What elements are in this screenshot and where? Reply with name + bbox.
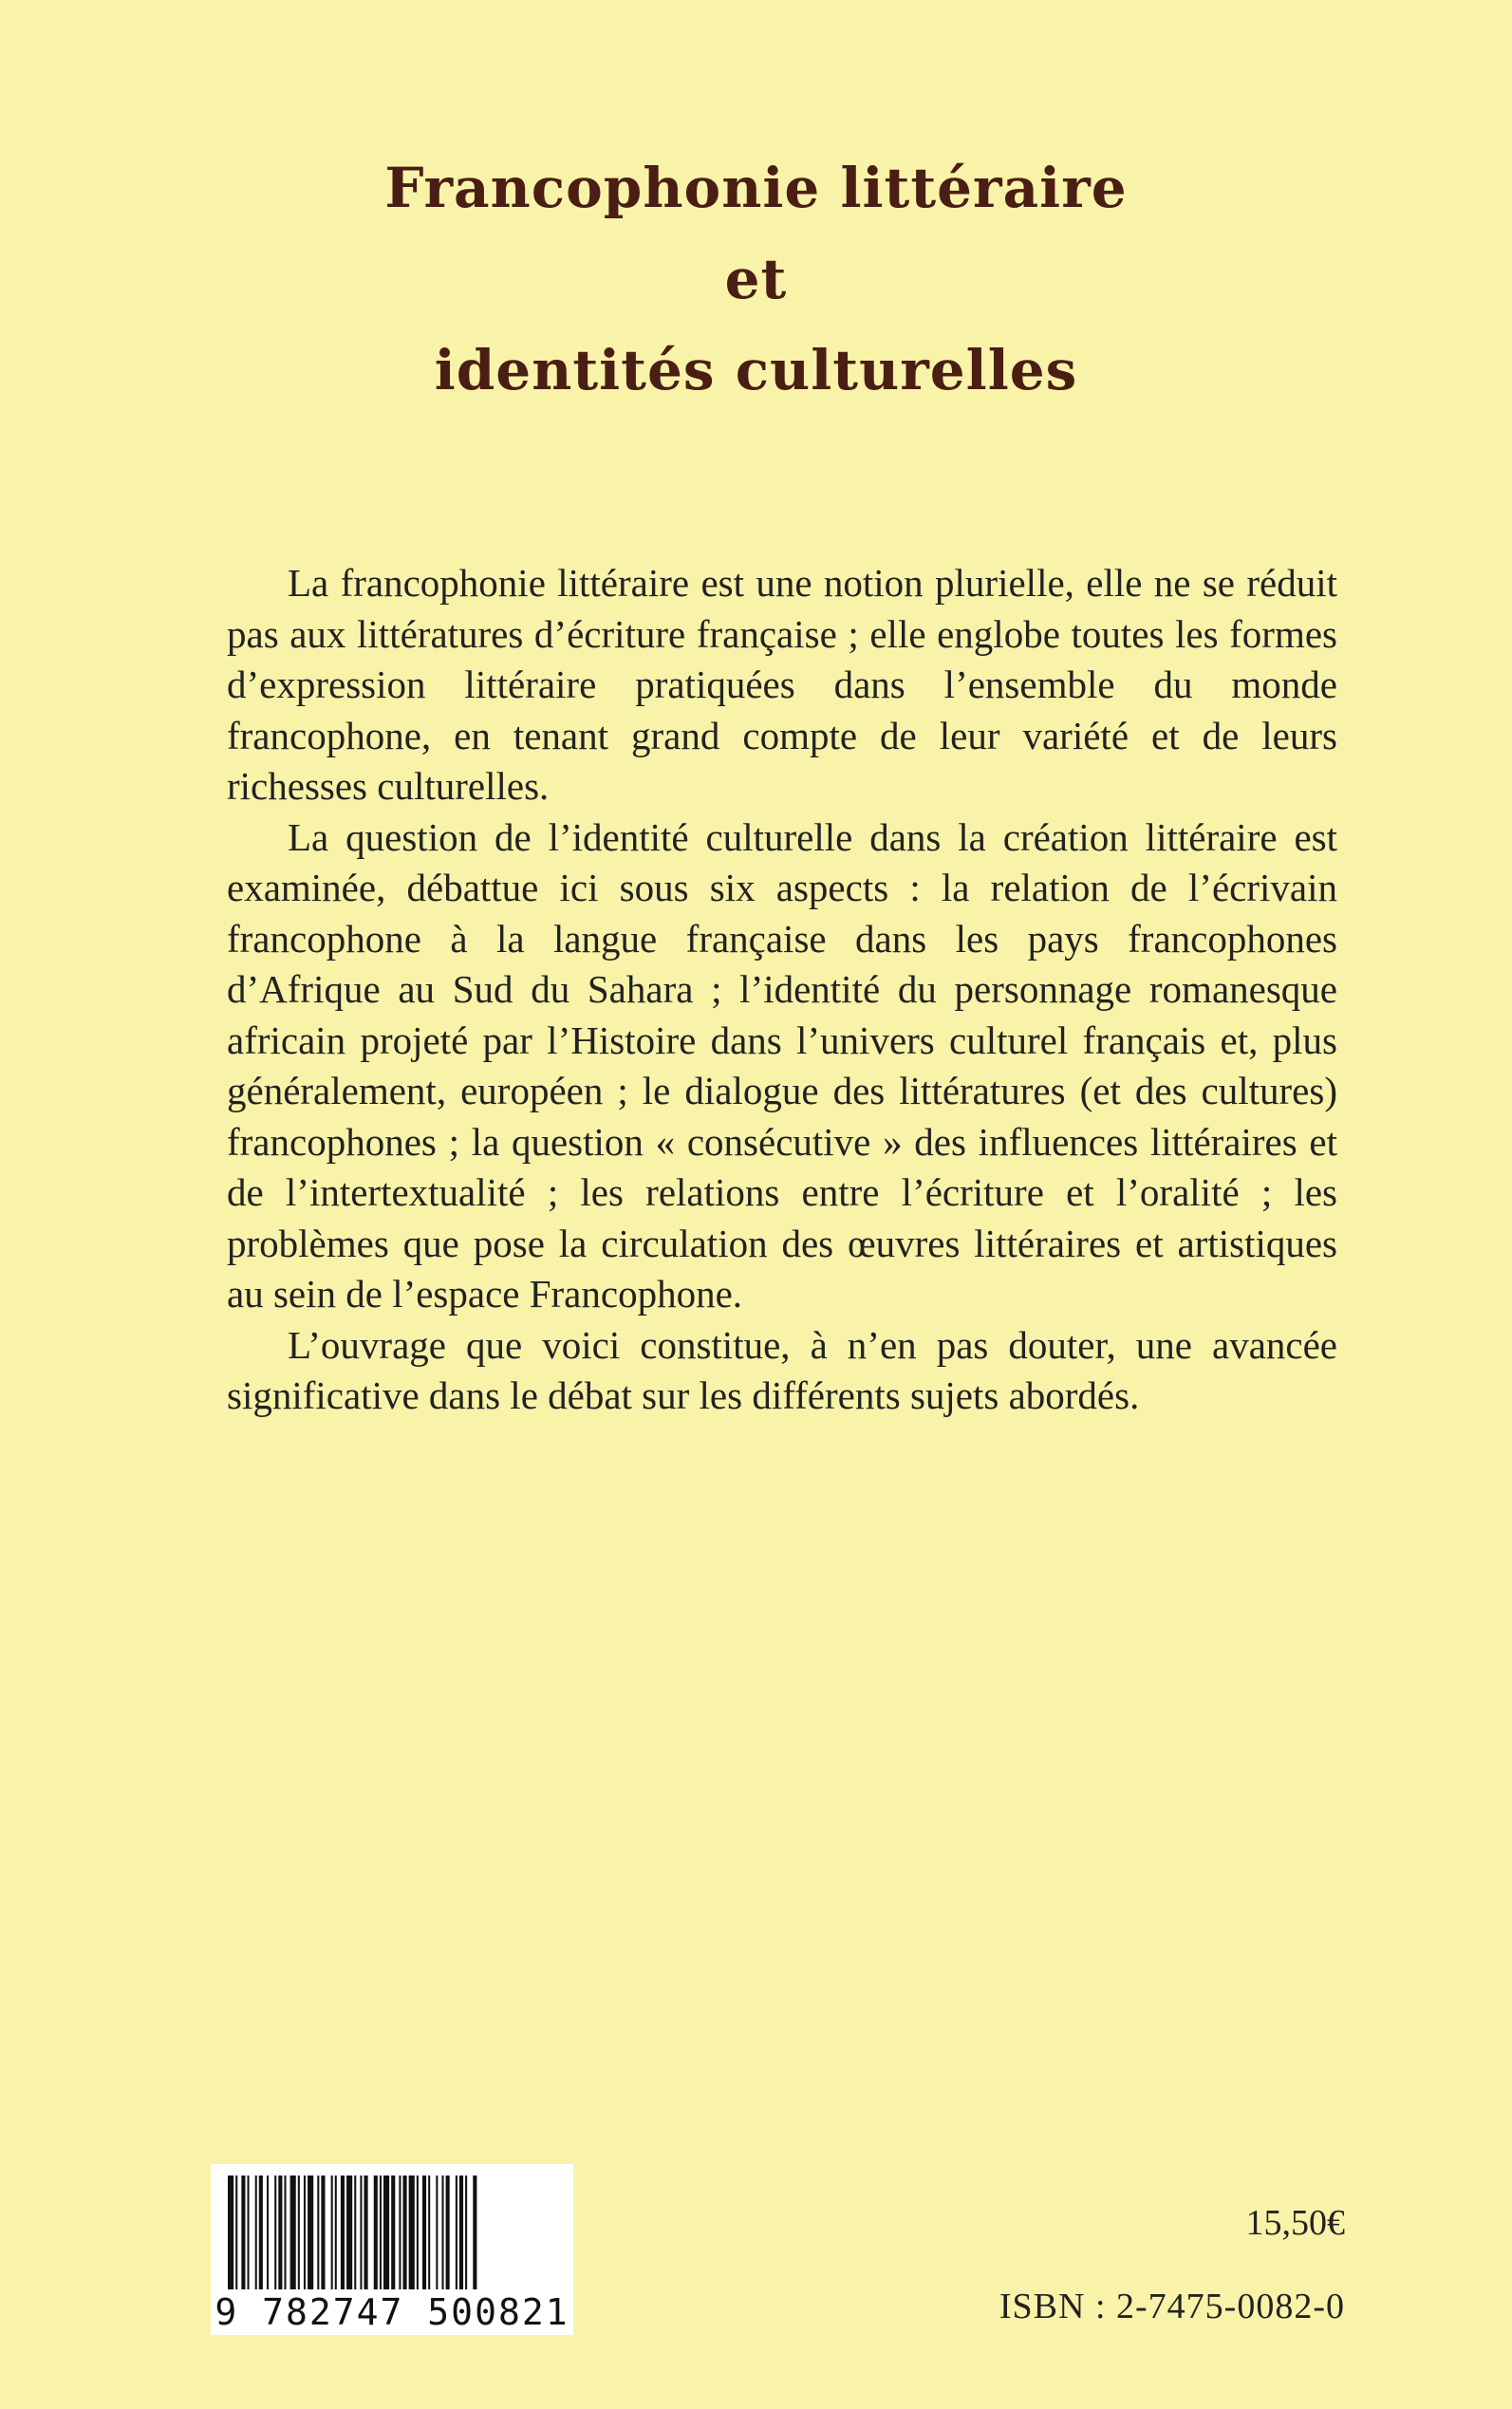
barcode-bar [298, 2176, 300, 2289]
barcode-bar [308, 2176, 313, 2289]
title-line-2: et [724, 247, 788, 311]
barcode-bar [321, 2176, 325, 2289]
barcode [211, 2164, 573, 2335]
barcode-bar [380, 2176, 382, 2289]
barcode-bar [409, 2176, 415, 2289]
barcode-bar [267, 2176, 269, 2289]
barcode-bar [346, 2176, 352, 2289]
barcode-bar [428, 2176, 430, 2289]
barcode-bar [317, 2176, 319, 2289]
barcode-bar [403, 2176, 407, 2289]
barcode-bar [304, 2176, 306, 2289]
barcode-bar [456, 2176, 457, 2289]
barcode-bar [354, 2176, 356, 2289]
barcode-bar [465, 2176, 467, 2289]
barcode-bar [255, 2176, 257, 2289]
barcode-bar [391, 2176, 395, 2289]
title-line-3: identités culturelles [434, 338, 1078, 402]
barcode-bar [228, 2176, 233, 2289]
barcode-bar [235, 2176, 237, 2289]
barcode-bar [473, 2176, 476, 2289]
title-line-1: Francophonie littéraire [384, 156, 1128, 220]
barcode-bar [331, 2176, 333, 2289]
barcode-bar [335, 2176, 337, 2289]
barcode-bar [442, 2176, 444, 2289]
barcode-bar [399, 2176, 401, 2289]
blurb-paragraph-2: La question de l’identité culturelle dans la création littéraire est examinée, débattue ici sous six aspects : la relation de l’écrivain francophone à la langue française dans les pays francophones d’Afrique au Sud du Sahara ; l’identité du personnage romanesque africain projeté par l’Histoire dans l’univers culturel français et, plus généralement, européen ; le dialogue des littératures (et des cultures) francophones ; la question « consécutive » des influences littéraires et de l’intertextualité ; les relations entre l’écriture et l’oralité ; les problèmes que pose la circulation des œuvres littéraires et artistiques au sein de l’espace Francophone. [227, 814, 1337, 1316]
barcode-bar [459, 2176, 463, 2289]
barcode-bar [341, 2176, 345, 2289]
blurb-paragraph-3: L’ouvrage que voici constitue, à n’en pas douter, une avancée significative dans le débat sur les différents sujets abordés. [227, 1322, 1337, 1417]
barcode-bar [364, 2176, 368, 2289]
barcode-bar [241, 2176, 245, 2289]
barcode-bar [422, 2176, 426, 2289]
price: 15,50€ [1245, 2203, 1345, 2243]
barcode-bar [360, 2176, 362, 2289]
isbn: ISBN : 2-7475-0082-0 [999, 2287, 1345, 2326]
book-title [0, 142, 1512, 416]
barcode-bar [274, 2176, 276, 2289]
barcode-bar [436, 2176, 438, 2289]
barcode-bar [383, 2176, 389, 2289]
barcode-bar [284, 2176, 286, 2289]
barcode-bars [228, 2176, 556, 2289]
barcode-bar [259, 2176, 263, 2289]
barcode-bar [248, 2176, 250, 2289]
barcode-bar [278, 2176, 282, 2289]
barcode-bar [290, 2176, 296, 2289]
barcode-bar [374, 2176, 378, 2289]
barcode-digits: 9 782747 500821 [215, 2291, 569, 2333]
blurb-paragraph-1: La francophonie littéraire est une notion plurielle, elle ne se réduit pas aux littératures d’écriture française ; elle englobe toutes les formes d’expression littéraire pratiquées dans l’ensemble du monde francophone, en tenant grand compte de leur variété et de leurs richesses culturelles. [227, 561, 1337, 808]
back-cover-blurb [227, 558, 1337, 1422]
barcode-bar [446, 2176, 450, 2289]
barcode-bar [417, 2176, 419, 2289]
